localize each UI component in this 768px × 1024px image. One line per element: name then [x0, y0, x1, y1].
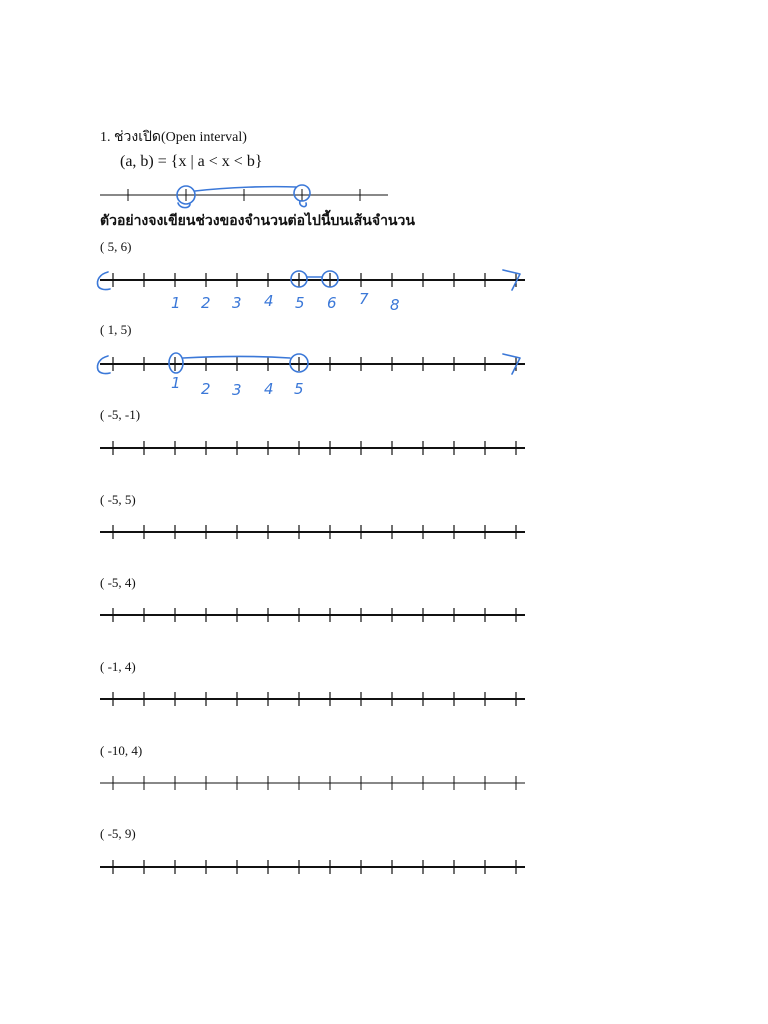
hw-num-1: 1 [171, 294, 181, 312]
number-line-blank[interactable] [0, 679, 768, 739]
hw-num-4: 4 [264, 292, 274, 310]
interval-label: ( -5, 5) [100, 492, 136, 507]
hw-num-2: 2 [201, 380, 211, 398]
hw-num-4: 4 [264, 380, 274, 398]
number-line-blank[interactable] [0, 847, 768, 907]
section-title: ช่วงเปิด(Open interval) [114, 130, 247, 145]
hw-num-7: 7 [359, 290, 369, 308]
section-number: 1. [100, 130, 111, 145]
hw-num-3: 3 [232, 294, 242, 312]
number-line-answered [0, 260, 768, 320]
interval-label: ( -1, 4) [100, 659, 136, 674]
number-line-blank[interactable] [0, 428, 768, 488]
hw-num-2: 2 [201, 294, 211, 312]
hw-num-5: 5 [294, 380, 304, 398]
interval-label: ( 1, 5) [100, 322, 132, 337]
interval-label: ( -10, 4) [100, 743, 143, 758]
hw-num-5: 5 [295, 294, 305, 312]
number-line-blank[interactable] [0, 595, 768, 655]
instruction-text: ตัวอย่างจงเขียนช่วงของจำนวนต่อไปนี้บนเส้นจำนวน [100, 214, 415, 229]
hw-num-6: 6 [327, 294, 337, 312]
interval-label: ( -5, 4) [100, 575, 136, 590]
interval-label: ( -5, 9) [100, 826, 136, 841]
hw-num-8: 8 [390, 296, 400, 314]
interval-formula: (a, b) = {x | a < x < b} [120, 153, 263, 170]
section-heading [100, 126, 247, 148]
interval-label: ( -5, -1) [100, 407, 141, 422]
interval-label: ( 5, 6) [100, 239, 132, 254]
hw-num-1: 1 [171, 374, 181, 392]
number-line-blank[interactable] [0, 512, 768, 572]
number-line-answered [0, 344, 768, 404]
hw-num-3: 3 [232, 381, 242, 399]
number-line-blank[interactable] [0, 763, 768, 823]
